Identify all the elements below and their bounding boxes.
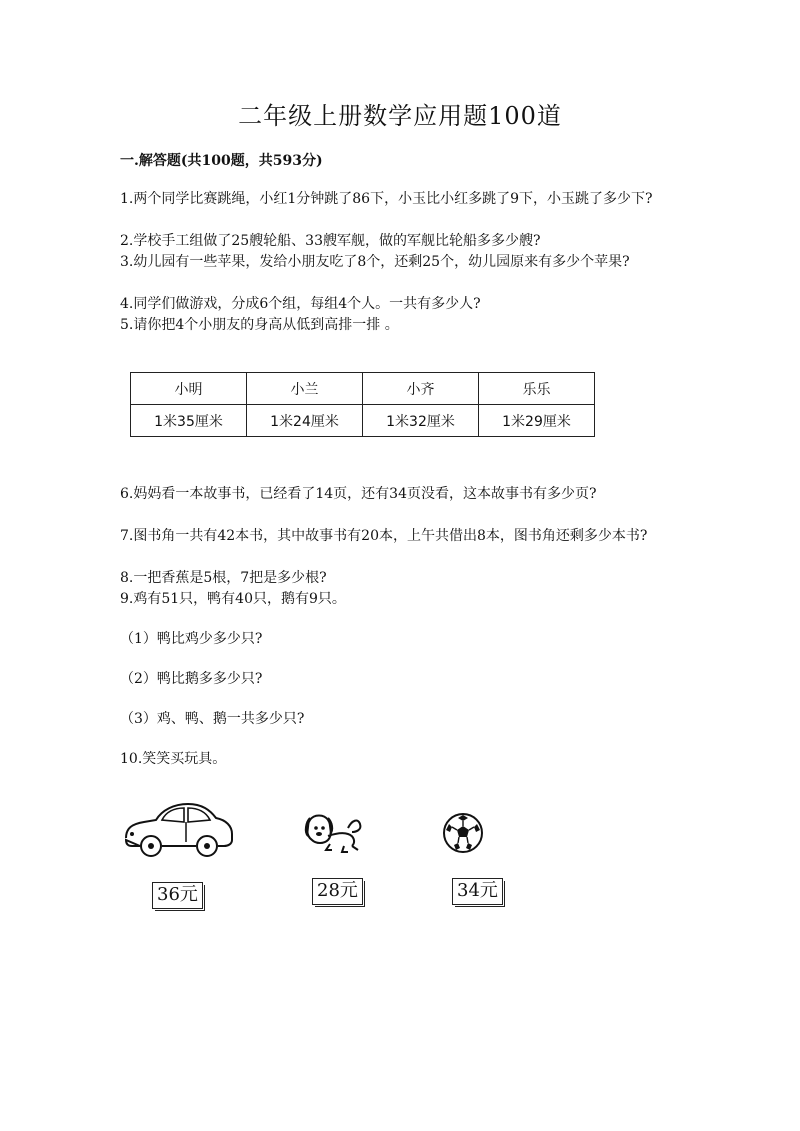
height-table [130,372,595,437]
question-1: 1.两个同学比赛跳绳，小红1分钟跳了86下，小玉比小红多跳了9下，小玉跳了多少下? [120,191,653,207]
table-cell-height: 1米32厘米 [363,405,479,437]
car-icon [122,798,234,860]
height-table-container [130,372,595,437]
ball-icon [442,812,484,854]
question-7: 7.图书角一共有42本书，其中故事书有20本，上午共借出8本，图书角还剩多少本书? [120,528,648,544]
question-3: 3.幼儿园有一些苹果，发给小朋友吃了8个，还剩25个，幼儿园原来有多少个苹果? [120,254,630,270]
dog-price-tag: 28元 [312,878,363,905]
table-cell-name: 小齐 [363,373,479,405]
section-heading: 一.解答题(共100题，共593分) [120,153,323,169]
table-row-names [131,373,595,405]
question-9-part-1: （1）鸭比鸡少多少只? [120,631,263,647]
question-4: 4.同学们做游戏，分成6个组，每组4个人。一共有多少人? [120,296,481,312]
ball-price-tag: 34元 [452,878,503,905]
table-cell-height: 1米29厘米 [479,405,595,437]
dog-icon [302,806,366,856]
table-cell-name: 乐乐 [479,373,595,405]
table-cell-name: 小明 [131,373,247,405]
question-9-part-2: （2）鸭比鹅多多少只? [120,671,263,687]
question-9: 9.鸡有51只，鸭有40只，鹅有9只。 [120,591,346,607]
question-6: 6.妈妈看一本故事书，已经看了14页，还有34页没看，这本故事书有多少页? [120,486,597,502]
table-row-heights [131,405,595,437]
question-2: 2.学校手工组做了25艘轮船、33艘军舰，做的军舰比轮船多多少艘? [120,233,541,249]
question-10: 10.笑笑买玩具。 [120,751,227,767]
table-cell-height: 1米35厘米 [131,405,247,437]
question-9-part-3: （3）鸡、鸭、鹅一共多少只? [120,711,305,727]
car-price-tag: 36元 [152,882,203,909]
table-cell-height: 1米24厘米 [247,405,363,437]
page-title: 二年级上册数学应用题100道 [238,102,562,130]
question-8: 8.一把香蕉是5根，7把是多少根? [120,570,327,586]
question-5: 5.请你把4个小朋友的身高从低到高排一排 。 [120,317,399,333]
table-cell-name: 小兰 [247,373,363,405]
